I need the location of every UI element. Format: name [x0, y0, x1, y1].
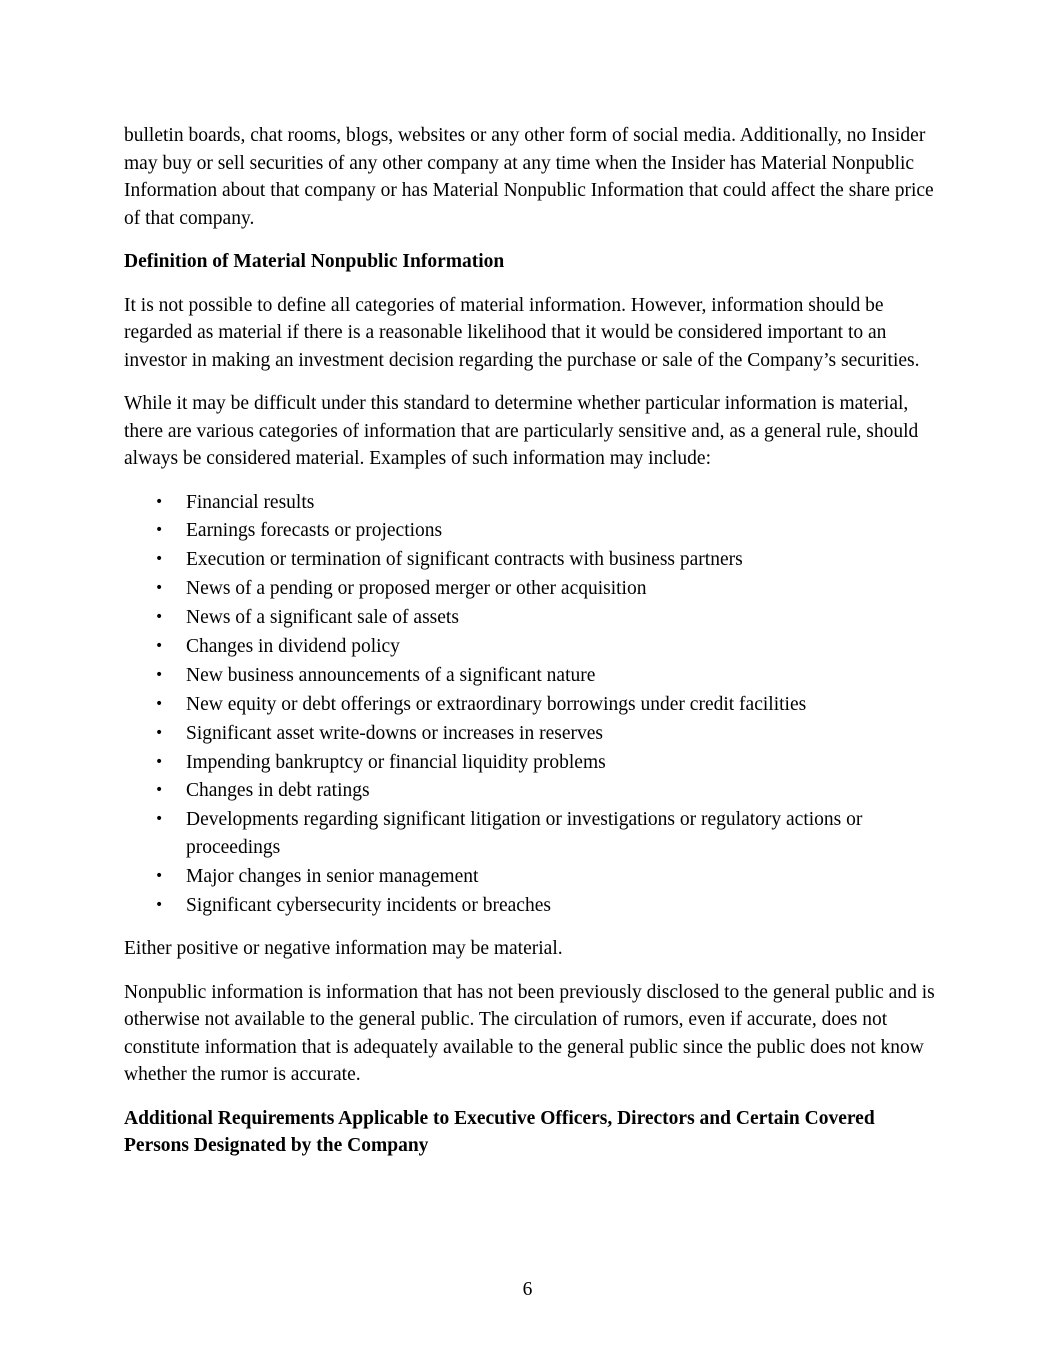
list-item-text: New equity or debt offerings or extraordinary borrowings under credit facilities — [186, 693, 807, 715]
bullet-icon: • — [155, 782, 164, 799]
nonpublic-paragraph: Nonpublic information is information that has not been previously disclosed to the general public and is otherwise not available to the general public. The circulation of rumors, even if accurate, does not constitute information that is adequately available to the general public since the public does not know whether the rumor is accurate. — [124, 981, 935, 1086]
list-item — [124, 777, 936, 805]
list-item — [124, 546, 936, 574]
list-item — [124, 806, 936, 861]
list-item-text: Changes in debt ratings — [186, 780, 370, 802]
list-item — [124, 489, 936, 517]
bullet-icon: • — [155, 637, 164, 654]
list-item — [124, 863, 936, 891]
bullet-icon: • — [155, 896, 164, 913]
document-page — [124, 122, 936, 1176]
list-item-text: Changes in dividend policy — [186, 635, 400, 657]
list-item-text: Execution or termination of significant contracts with business partners — [186, 549, 743, 571]
list-item-text: News of a significant sale of assets — [186, 607, 459, 629]
definition-paragraph-2: While it may be difficult under this standard to determine whether particular information is material, there are various categories of information that are particularly sensitive and, as a general rule, should always be considered material. Examples of such information may include: — [124, 393, 919, 469]
list-item-text: Financial results — [186, 491, 315, 513]
list-item-text: Earnings forecasts or projections — [186, 520, 443, 542]
page-number: 6 — [522, 1279, 533, 1300]
additional-requirements-heading: Additional Requirements Applicable to Executive Officers, Directors and Certain Covered Persons Designated by the Company — [124, 1107, 875, 1157]
bullet-icon: • — [155, 666, 164, 683]
list-item-text: Major changes in senior management — [186, 865, 479, 887]
list-item — [124, 517, 936, 545]
list-item-text: New business announcements of a significant nature — [186, 664, 596, 686]
list-item-text: Developments regarding significant litigation or investigations or regulatory actions or proceedings — [186, 809, 863, 858]
bullet-icon: • — [155, 867, 164, 884]
list-item — [124, 575, 936, 603]
list-item — [124, 892, 936, 920]
bullet-icon: • — [155, 753, 164, 770]
bullet-icon: • — [155, 811, 164, 828]
after-list-paragraph: Either positive or negative information may be material. — [124, 938, 563, 960]
intro-paragraph: bulletin boards, chat rooms, blogs, websites or any other form of social media. Additionally, no Insider may buy or sell securities of any other company at any time when the Insider has Material Nonpublic Information about that company or has Material Nonpublic Information that could affect the share price of that company. — [124, 125, 934, 229]
definition-paragraph-1: It is not possible to define all categories of material information. However, information should be regarded as material if there is a reasonable likelihood that it would be considered important to an investor in making an investment decision regarding the purchase or sale of the Company’s securities. — [124, 294, 920, 371]
list-item-text: Significant cybersecurity incidents or breaches — [186, 894, 551, 916]
list-item — [124, 691, 936, 719]
bullet-icon: • — [155, 522, 164, 539]
list-item — [124, 749, 936, 777]
definition-heading: Definition of Material Nonpublic Information — [124, 251, 505, 272]
list-item-text: Significant asset write-downs or increases in reserves — [186, 722, 603, 744]
list-item-text: News of a pending or proposed merger or other acquisition — [186, 578, 647, 600]
list-item — [124, 604, 936, 632]
examples-list — [124, 489, 936, 920]
bullet-icon: • — [155, 493, 164, 510]
list-item-text: Impending bankruptcy or financial liquidity problems — [186, 751, 606, 773]
bullet-icon: • — [155, 724, 164, 741]
bullet-icon: • — [155, 609, 164, 626]
bullet-icon: • — [155, 695, 164, 712]
list-item — [124, 633, 936, 661]
list-item — [124, 662, 936, 690]
bullet-icon: • — [155, 580, 164, 597]
bullet-icon: • — [155, 551, 164, 568]
list-item — [124, 720, 936, 748]
